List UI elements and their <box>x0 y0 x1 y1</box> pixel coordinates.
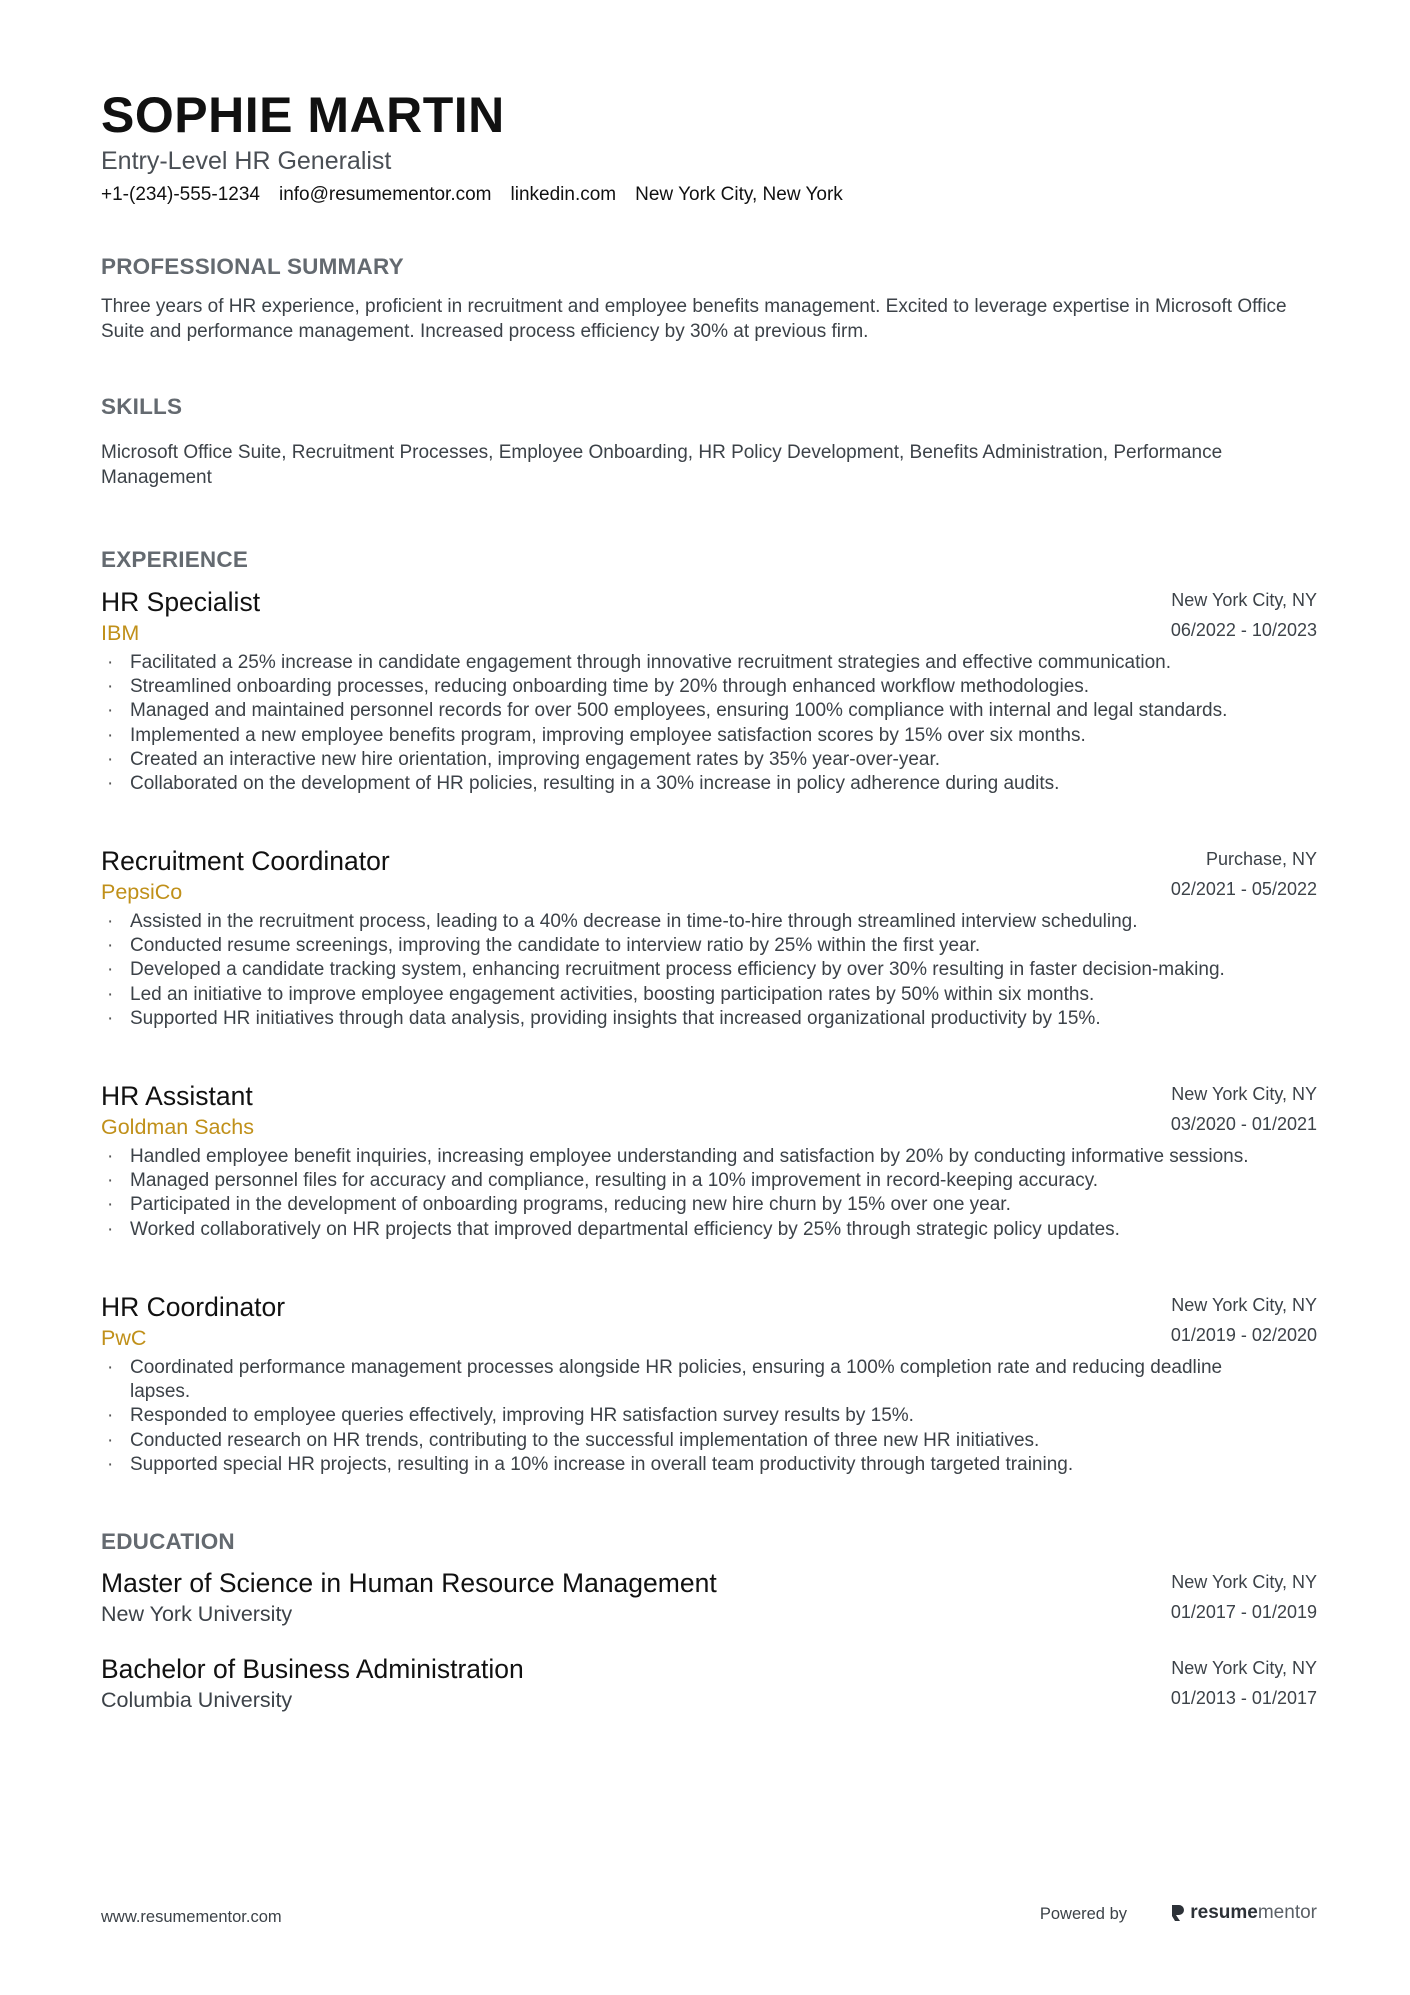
job-company: Goldman Sachs <box>101 1115 254 1139</box>
list-item: · Developed a candidate tracking system, enhancing recruitment process efficiency by over 30% resulting in faster decision-making. <box>101 958 1317 982</box>
job-location: New York City, NY <box>1171 590 1317 610</box>
job-dates: 03/2020 - 01/2021 <box>1170 1114 1317 1134</box>
list-item: · Coordinated performance management processes alongside HR policies, ensuring a 100% completion rate and reducing deadline lapses. <box>101 1356 1317 1404</box>
list-item: · Led an initiative to improve employee engagement activities, boosting participation rates by 50% within six months. <box>101 983 1317 1007</box>
job-bullets <box>101 651 1317 796</box>
powered-by-label: Powered by <box>1039 1905 1127 1923</box>
contact-location: New York City, New York <box>635 184 843 205</box>
job-location: New York City, NY <box>1171 1084 1317 1104</box>
job-dates: 02/2021 - 05/2022 <box>1170 879 1317 899</box>
logo-text-resume: resume <box>1190 1902 1258 1923</box>
skills-text: Microsoft Office Suite, Recruitment Processes, Employee Onboarding, HR Policy Development, Benefits Administration, Performance Management <box>101 442 1223 488</box>
footer-url[interactable]: www.resumementor.com <box>101 1908 282 1926</box>
school-name: Columbia University <box>101 1688 293 1712</box>
school-name: New York University <box>101 1602 293 1626</box>
skills-heading: SKILLS <box>101 394 183 419</box>
job-bullets <box>101 1145 1317 1242</box>
job-company: IBM <box>101 621 140 645</box>
job-title: Recruitment Coordinator <box>101 846 390 876</box>
contact-line <box>101 182 862 208</box>
education-location: New York City, NY <box>1171 1572 1317 1592</box>
contact-email[interactable]: info@resumementor.com <box>278 184 492 205</box>
job-bullets <box>101 1356 1317 1477</box>
list-item: · Implemented a new employee benefits program, improving employee satisfaction scores by 15% over six months. <box>101 724 1317 748</box>
job-title: HR Coordinator <box>101 1292 286 1322</box>
education-location: New York City, NY <box>1171 1658 1317 1678</box>
candidate-title: Entry-Level HR Generalist <box>101 147 392 175</box>
resumementor-logo-icon <box>1169 1903 1185 1923</box>
education-dates: 01/2017 - 01/2019 <box>1170 1602 1317 1622</box>
summary-heading: PROFESSIONAL SUMMARY <box>101 254 404 279</box>
job-dates: 06/2022 - 10/2023 <box>1170 620 1317 640</box>
experience-heading: EXPERIENCE <box>101 547 249 572</box>
candidate-name: SOPHIE MARTIN <box>101 87 505 143</box>
job-dates: 01/2019 - 02/2020 <box>1170 1325 1317 1345</box>
list-item: · Worked collaboratively on HR projects that improved departmental efficiency by 25% through strategic policy updates. <box>101 1218 1317 1242</box>
list-item: · Managed and maintained personnel records for over 500 employees, ensuring 100% compliance with internal and legal standards. <box>101 699 1317 723</box>
job-title: HR Assistant <box>101 1081 253 1111</box>
list-item: · Managed personnel files for accuracy and compliance, resulting in a 10% improvement in record-keeping accuracy. <box>101 1169 1317 1193</box>
list-item: · Facilitated a 25% increase in candidate engagement through innovative recruitment strategies and effective communication. <box>101 651 1317 675</box>
list-item: · Handled employee benefit inquiries, increasing employee understanding and satisfaction by 20% by conducting informative sessions. <box>101 1145 1317 1169</box>
job-location: New York City, NY <box>1171 1295 1317 1315</box>
list-item: · Conducted resume screenings, improving the candidate to interview ratio by 25% within the first year. <box>101 934 1317 958</box>
list-item: · Supported HR initiatives through data analysis, providing insights that increased organizational productivity by 15%. <box>101 1007 1317 1031</box>
list-item: · Created an interactive new hire orientation, improving engagement rates by 35% year-over-year. <box>101 748 1317 772</box>
list-item: · Streamlined onboarding processes, reducing onboarding time by 20% through enhanced workflow methodologies. <box>101 675 1317 699</box>
list-item: · Conducted research on HR trends, contributing to the successful implementation of three new HR initiatives. <box>101 1429 1317 1453</box>
job-title: HR Specialist <box>101 587 261 617</box>
list-item: · Responded to employee queries effectively, improving HR satisfaction survey results by 15%. <box>101 1404 1317 1428</box>
job-company: PepsiCo <box>101 880 183 904</box>
degree-title: Master of Science in Human Resource Management <box>101 1568 717 1598</box>
list-item: · Participated in the development of onboarding programs, reducing new hire churn by 15% over one year. <box>101 1193 1317 1217</box>
resumementor-logo[interactable] <box>1169 1902 1317 1924</box>
summary-text: Three years of HR experience, proficient in recruitment and employee benefits management. Excited to leverage expertise in Microsoft Office Suite and performance management. Increased process efficiency by 30% at previous firm. <box>101 296 1287 342</box>
degree-title: Bachelor of Business Administration <box>101 1654 524 1684</box>
list-item: · Supported special HR projects, resulting in a 10% increase in overall team productivity through targeted training. <box>101 1453 1317 1477</box>
job-bullets <box>101 910 1317 1031</box>
list-item: · Collaborated on the development of HR policies, resulting in a 30% increase in policy adherence during audits. <box>101 772 1317 796</box>
job-company: PwC <box>101 1326 147 1350</box>
job-location: Purchase, NY <box>1205 849 1317 869</box>
education-heading: EDUCATION <box>101 1529 235 1554</box>
education-dates: 01/2013 - 01/2017 <box>1170 1688 1317 1708</box>
logo-text-mentor: mentor <box>1257 1902 1317 1923</box>
list-item: · Assisted in the recruitment process, leading to a 40% decrease in time-to-hire through streamlined interview scheduling. <box>101 910 1317 934</box>
contact-linkedin[interactable]: linkedin.com <box>510 184 617 205</box>
contact-phone: +1-(234)-555-1234 <box>101 184 260 205</box>
